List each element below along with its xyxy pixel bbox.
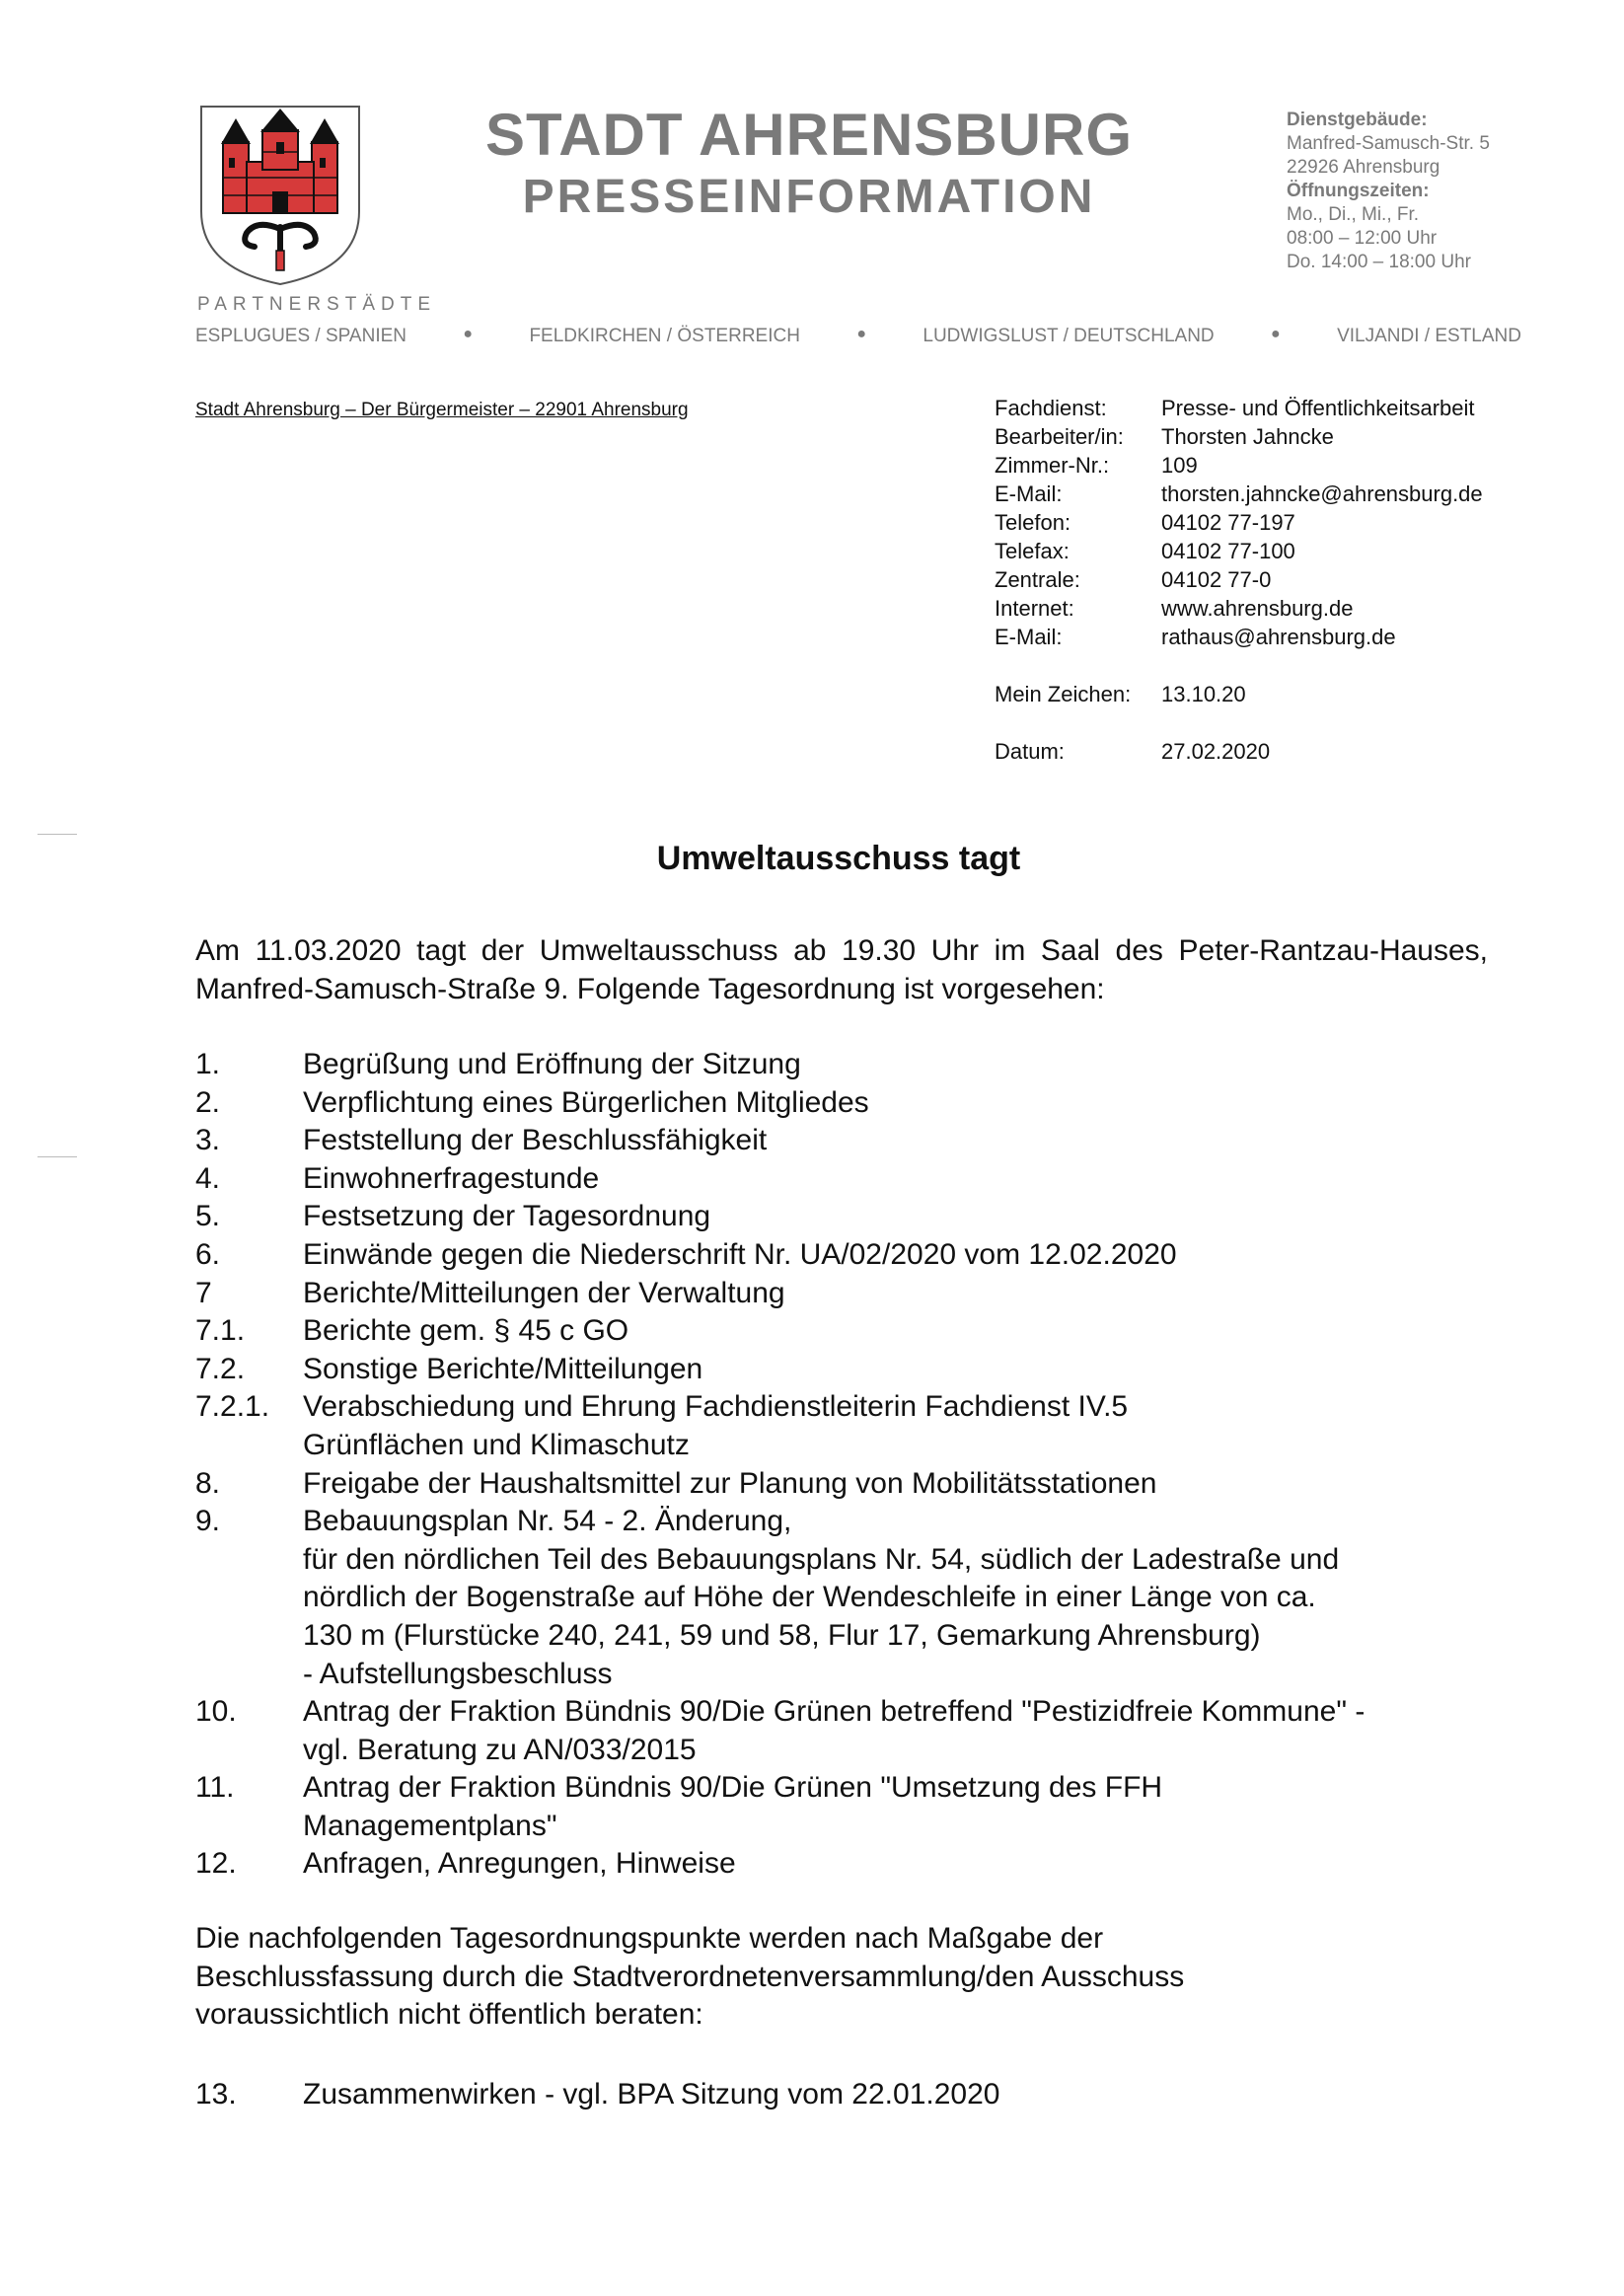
- agenda-item-text: Berichte gem. § 45 c GO: [303, 1314, 629, 1348]
- contact-value: 04102 77-100: [1161, 539, 1295, 563]
- sender-line: Stadt Ahrensburg – Der Bürgermeister – 22901 Ahrensburg: [195, 400, 689, 420]
- contact-value: Thorsten Jahncke: [1161, 424, 1334, 449]
- spacer: [995, 651, 1483, 680]
- contact-label: Zentrale:: [995, 567, 1080, 592]
- agenda-item-text: Antrag der Fraktion Bündnis 90/Die Grünen "Umsetzung des FFH Managementplans": [303, 1771, 1163, 1842]
- contact-row: [995, 451, 1483, 480]
- agenda-item-text: Zusammenwirken - vgl. BPA Sitzung vom 22.01.2020: [303, 2078, 1000, 2111]
- contact-row: [995, 565, 1483, 594]
- contact-value: 04102 77-0: [1161, 567, 1272, 592]
- hours-label: Öffnungszeiten:: [1287, 181, 1430, 201]
- agenda-item: [195, 1046, 1517, 1084]
- agenda-item-text: Einwände gegen die Niederschrift Nr. UA/02/2020 vom 12.02.2020: [303, 1237, 1177, 1271]
- office-hours-1: 08:00 – 12:00 Uhr: [1287, 228, 1438, 249]
- partner-city: FELDKIRCHEN / ÖSTERREICH: [529, 326, 800, 346]
- agenda-item-text: Freigabe der Haushaltsmittel zur Planung von Mobilitätsstationen: [303, 1466, 1157, 1500]
- contact-label: Datum:: [995, 739, 1065, 764]
- contact-label: Internet:: [995, 596, 1074, 621]
- office-street: Manfred-Samusch-Str. 5: [1287, 133, 1490, 154]
- agenda-item-text: Anfragen, Anregungen, Hinweise: [303, 1847, 736, 1881]
- agenda-item: [195, 1503, 1517, 1693]
- office-days: Mo., Di., Mi., Fr.: [1287, 204, 1420, 225]
- agenda-item-text: Begrüßung und Eröffnung der Sitzung: [303, 1048, 801, 1080]
- agenda-item-text: Sonstige Berichte/Mitteilungen: [303, 1352, 703, 1385]
- page-title: STADT AHRENSBURG: [485, 102, 1133, 168]
- bullet-icon: ●: [463, 326, 474, 342]
- agenda-item-number: 2.: [195, 1085, 221, 1119]
- non-public-agenda-list: [195, 2076, 1517, 2114]
- closing-paragraph: Die nachfolgenden Tagesordnungspunkte werden nach Maßgabe der Beschlussfassung durch die Stadtverordnetenversammlung/den Ausschuss voraussichtlich nicht öffentlich beraten:: [195, 1922, 1185, 2032]
- agenda-item: [195, 1084, 1517, 1123]
- bullet-icon: ●: [856, 326, 866, 342]
- contact-label: Fachdienst:: [995, 396, 1107, 420]
- bullet-icon: ●: [1271, 326, 1281, 342]
- partner-city: VILJANDI / ESTLAND: [1337, 326, 1521, 346]
- agenda-item-text: Verabschiedung und Ehrung Fachdienstleiterin Fachdienst IV.5 Grünflächen und Klimaschutz: [303, 1390, 1129, 1461]
- press-headline: Umweltausschuss tagt: [656, 840, 1021, 877]
- agenda-item-text: Festsetzung der Tagesordnung: [303, 1200, 711, 1233]
- contact-row: [995, 737, 1483, 766]
- contact-email: thorsten.jahncke@ahrensburg.de: [1161, 481, 1483, 506]
- partner-city: LUDWIGSLUST / DEUTSCHLAND: [923, 326, 1215, 346]
- agenda-item-number: 13.: [195, 2078, 237, 2111]
- contact-row: [995, 394, 1483, 422]
- contact-label: Zimmer-Nr.:: [995, 453, 1110, 478]
- partner-cities-list: [195, 326, 1521, 347]
- agenda-item-number: 7.2.: [195, 1352, 246, 1385]
- reference-value: 13.10.20: [1161, 682, 1246, 706]
- agenda-item-number: 12.: [195, 1847, 237, 1881]
- city-coat-of-arms: [197, 103, 363, 288]
- agenda-item: [195, 1465, 1517, 1504]
- contact-label: E-Mail:: [995, 625, 1063, 649]
- agenda-item: [195, 1198, 1517, 1236]
- agenda-item-number: 4.: [195, 1161, 221, 1195]
- contact-label: Bearbeiter/in:: [995, 424, 1124, 449]
- agenda-item-text: Feststellung der Beschlussfähigkeit: [303, 1124, 768, 1157]
- intro-paragraph: Am 11.03.2020 tagt der Umweltausschuss ab 19.30 Uhr im Saal des Peter-Rantzau-Hauses, Manfred-Samusch-Straße 9. Folgende Tagesordnung ist vorgesehen:: [195, 934, 1488, 1005]
- agenda-item-number: 5.: [195, 1200, 221, 1233]
- page-subtitle: PRESSEINFORMATION: [522, 171, 1096, 223]
- contact-row: [995, 537, 1483, 565]
- contact-row: [995, 594, 1483, 623]
- contact-value: Presse- und Öffentlichkeitsarbeit: [1161, 396, 1475, 420]
- agenda-item-number: 10.: [195, 1695, 237, 1729]
- spacer: [995, 708, 1483, 737]
- date-value: 27.02.2020: [1161, 739, 1271, 764]
- office-hours-2: Do. 14:00 – 18:00 Uhr: [1287, 252, 1471, 272]
- agenda-item: [195, 1160, 1517, 1199]
- contact-value: 04102 77-197: [1161, 510, 1295, 535]
- contact-value: 109: [1161, 453, 1198, 478]
- contact-row: [995, 422, 1483, 451]
- building-label: Dienstgebäude:: [1287, 110, 1428, 130]
- partner-city: ESPLUGUES / SPANIEN: [195, 326, 406, 346]
- agenda-list: [195, 1046, 1517, 1884]
- agenda-item-number: 3.: [195, 1124, 221, 1157]
- office-city: 22926 Ahrensburg: [1287, 157, 1440, 178]
- agenda-item: [195, 1351, 1517, 1389]
- agenda-item-text: Verpflichtung eines Bürgerlichen Mitgliedes: [303, 1085, 869, 1119]
- agenda-item: [195, 1693, 1517, 1769]
- agenda-item-text: Berichte/Mitteilungen der Verwaltung: [303, 1276, 785, 1309]
- agenda-item-number: 7.1.: [195, 1314, 246, 1348]
- contact-label: Telefax:: [995, 539, 1070, 563]
- agenda-item-number: 11.: [195, 1771, 235, 1805]
- office-info: [1287, 109, 1583, 274]
- contact-label: Telefon:: [995, 510, 1071, 535]
- contact-label: E-Mail:: [995, 481, 1063, 506]
- agenda-item: [195, 1275, 1517, 1313]
- contact-row: [995, 680, 1483, 708]
- agenda-item: [195, 1312, 1517, 1351]
- agenda-item-text: Einwohnerfragestunde: [303, 1161, 600, 1195]
- fold-mark: [37, 834, 77, 835]
- agenda-item-number: 7.2.1.: [195, 1390, 270, 1424]
- agenda-item: [195, 1236, 1517, 1275]
- agenda-item-number: 1.: [195, 1048, 221, 1080]
- punch-mark: [37, 1156, 77, 1157]
- agenda-item: [195, 1769, 1517, 1845]
- contact-row: [995, 508, 1483, 537]
- agenda-item: [195, 1845, 1517, 1884]
- agenda-item-number: 8.: [195, 1466, 221, 1500]
- contact-row: [995, 623, 1483, 651]
- contact-block: [995, 394, 1483, 766]
- agenda-item-number: 7: [195, 1276, 212, 1309]
- contact-email: rathaus@ahrensburg.de: [1161, 625, 1396, 649]
- agenda-item: [195, 1122, 1517, 1160]
- contact-website: www.ahrensburg.de: [1161, 596, 1354, 621]
- partner-cities-heading: PARTNERSTÄDTE: [197, 294, 436, 315]
- agenda-item-number: 6.: [195, 1237, 221, 1271]
- agenda-item-text: Antrag der Fraktion Bündnis 90/Die Grünen betreffend "Pestizidfreie Kommune" - vgl. Beratung zu AN/033/2015: [303, 1695, 1366, 1766]
- agenda-item-text: Bebauungsplan Nr. 54 - 2. Änderung, für den nördlichen Teil des Bebauungsplans Nr. 54, südlich der Ladestraße und nördlich der Bogenstraße auf Höhe der Wendeschleife in einer Länge von ca. 130 m (Flurstücke 240, 241, 59 und 58, Flur 17, Gemarkung Ahrensburg) - Aufstellungsbeschluss: [303, 1505, 1340, 1690]
- contact-label: Mein Zeichen:: [995, 682, 1132, 706]
- contact-row: [995, 480, 1483, 508]
- agenda-item-number: 9.: [195, 1505, 221, 1538]
- agenda-item: [195, 1388, 1517, 1464]
- agenda-item: [195, 2076, 1517, 2114]
